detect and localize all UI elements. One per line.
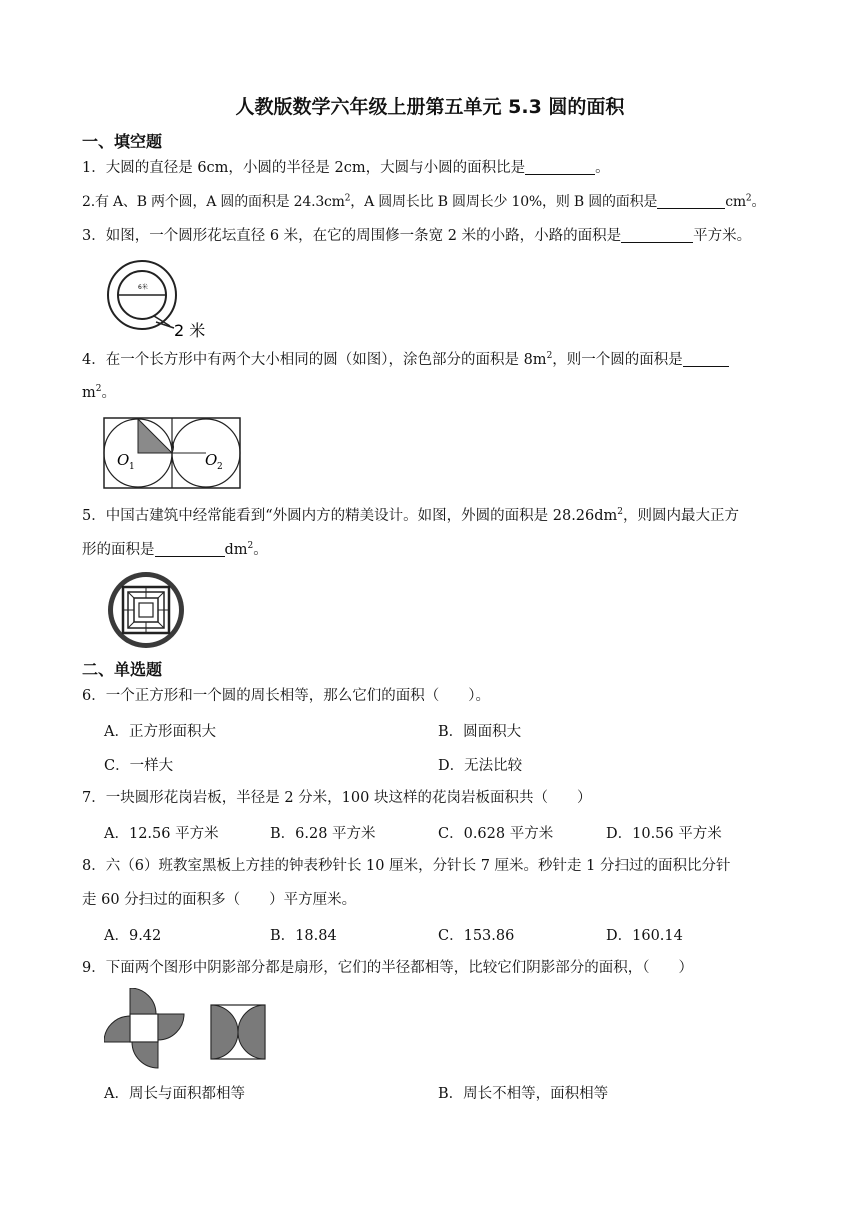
diameter-label: 6米 (138, 284, 148, 291)
option-c[interactable]: C．153.86 (438, 928, 515, 944)
center-o2-label: O (205, 451, 218, 469)
question-2-end: 。 (751, 194, 766, 210)
option-d[interactable]: D．160.14 (606, 928, 683, 944)
option-c[interactable]: C．0.628 平方米 (438, 826, 554, 842)
superscript: 2 (344, 193, 351, 204)
center-o1-label: O (117, 451, 130, 469)
superscript: 2 (95, 384, 102, 395)
question-5 (82, 506, 739, 526)
answer-blank[interactable] (155, 540, 225, 557)
option-b[interactable]: B．18.84 (270, 928, 337, 944)
section-heading-fill-in: 一、填空题 (82, 132, 163, 151)
option-b[interactable]: B．6.28 平方米 (270, 826, 376, 842)
option-a[interactable]: A．12.56 平方米 (104, 826, 219, 842)
question-1 (82, 158, 610, 178)
square-sectors-figure (210, 1004, 268, 1060)
question-8-line2: 走 60 分扫过的面积多（ ）平方厘米。 (82, 892, 357, 908)
answer-blank[interactable] (683, 350, 729, 367)
question-1-end: 。 (595, 160, 610, 176)
question-5-line2 (82, 540, 268, 560)
question-5-text-mid: ，则圆内最大正方 (623, 508, 740, 524)
answer-blank[interactable] (621, 226, 693, 243)
question-4-line2 (82, 383, 116, 403)
question-4-text-mid: ，则一个圆的面积是 (552, 352, 683, 368)
option-a[interactable]: A．9.42 (104, 928, 162, 944)
superscript: 2 (745, 193, 752, 204)
question-5-text-line2: 形的面积是 (82, 542, 155, 558)
path-width-label: 2 米 (174, 321, 206, 340)
question-7: 7．一块圆形花岗岩板，半径是 2 分米，100 块这样的花岗岩板面积共（ ） (82, 790, 592, 806)
question-5-text: 5．中国古建筑中经常能看到“外圆内方的精美设计。如图，外圆的面积是 28.26dm (82, 508, 618, 524)
option-c[interactable]: C．一样大 (104, 758, 174, 774)
superscript: 2 (617, 507, 624, 518)
option-a[interactable]: A．正方形面积大 (104, 724, 216, 740)
question-3-text: 3．如图，一个圆形花坛直径 6 米，在它的周围修一条宽 2 米的小路，小路的面积是 (82, 228, 622, 244)
option-b[interactable]: B．周长不相等，面积相等 (438, 1086, 609, 1102)
unit: dm (224, 542, 248, 558)
superscript: 2 (247, 541, 254, 552)
question-1-text: 1．大圆的直径是 6cm，小圆的半径是 2cm，大圆与小圆的面积比是 (82, 160, 526, 176)
round-window-lattice-figure (104, 570, 190, 652)
superscript: 2 (546, 351, 553, 362)
question-3 (82, 226, 751, 246)
question-4 (82, 350, 729, 370)
question-5-end: 。 (253, 542, 268, 558)
center-o1-subscript: 1 (129, 462, 135, 472)
question-4-text: 4．在一个长方形中有两个大小相同的圆（如图），涂色部分的面积是 8m (82, 352, 547, 368)
question-3-end: 平方米。 (693, 228, 752, 244)
question-2-text: 2.有 A、B 两个圆，A 圆的面积是 24.3cm (82, 194, 345, 210)
question-9: 9．下面两个图形中阴影部分都是扇形，它们的半径都相等，比较它们阴影部分的面积，（ ） (82, 960, 693, 976)
unit: m (82, 385, 96, 401)
unit: cm (725, 194, 746, 210)
answer-blank[interactable] (525, 158, 595, 175)
option-a[interactable]: A．周长与面积都相等 (104, 1086, 245, 1102)
question-8: 8．六（6）班教室黑板上方挂的钟表秒针长 10 厘米，分针长 7 厘米。秒针走 1 分扫过的面积比分针 (82, 858, 731, 874)
option-d[interactable]: D．10.56 平方米 (606, 826, 722, 842)
center-o2-subscript: 2 (217, 462, 223, 472)
question-2-text-mid: ，A 圆周长比 B 圆周长少 10%，则 B 圆的面积是 (350, 194, 658, 210)
section-heading-single-choice: 二、单选题 (82, 660, 163, 679)
two-circles-rectangle-figure (103, 417, 243, 491)
option-d[interactable]: D．无法比较 (438, 758, 523, 774)
question-6: 6．一个正方形和一个圆的周长相等，那么它们的面积（ ）。 (82, 688, 490, 704)
option-b[interactable]: B．圆面积大 (438, 724, 522, 740)
question-4-end: 。 (101, 385, 116, 401)
flower-bed-ring-figure (104, 256, 214, 342)
pinwheel-sectors-figure (104, 988, 186, 1070)
answer-blank[interactable] (657, 192, 725, 209)
question-2 (82, 192, 765, 212)
page-title: 人教版数学六年级上册第五单元 5.3 圆的面积 (235, 96, 625, 118)
